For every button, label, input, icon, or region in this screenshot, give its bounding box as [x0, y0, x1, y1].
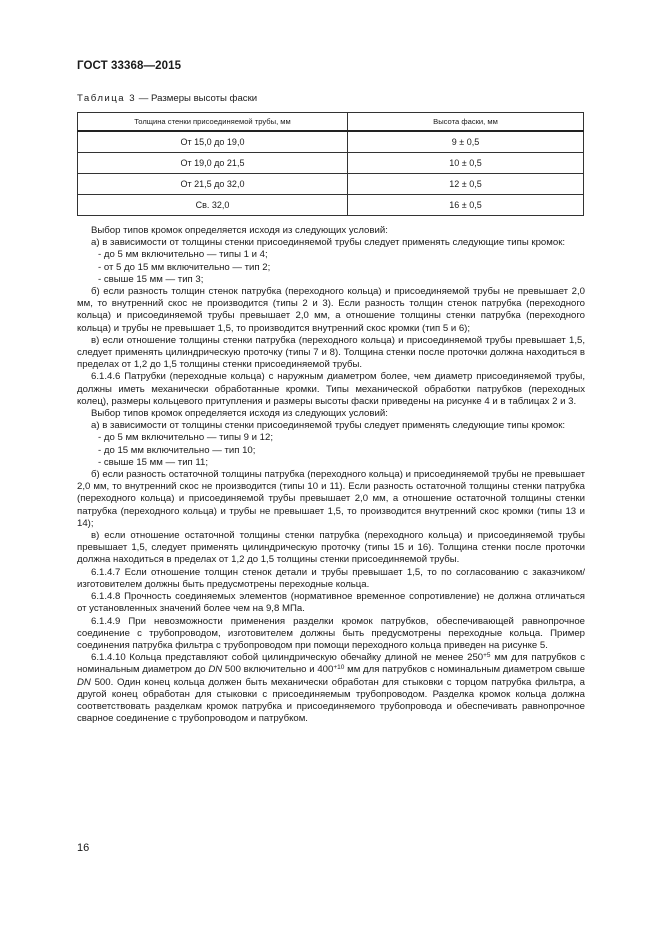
table-caption-label: Таблица 3 — [77, 93, 137, 104]
table-cell: От 19,0 до 21,5 — [78, 153, 348, 174]
page-number: 16 — [77, 842, 90, 854]
paragraph-6-1-4-8: 6.1.4.8 Прочность соединяемых элементов (нормативное временное сопротивление) не должна отличаться от установленных значений более чем на 9,8 МПа. — [77, 591, 585, 615]
table-row — [78, 131, 584, 153]
paragraph: Выбор типов кромок определяется исходя из следующих условий: — [91, 225, 388, 236]
chamfer-height-table — [77, 112, 584, 216]
tolerance-superscript: +10 — [333, 664, 345, 672]
dn-symbol: DN — [77, 676, 91, 688]
paragraph-6-1-4-10: 6.1.4.10 Кольца представляют собой цилиндрическую обечайку длиной не менее $250^{+5}$ мм для патрубков с номинальным диаметром до DN 500 включительно и $400^{+10}$ мм для патрубков с номинальным диаметром свыше DN 500. Один конец кольца должен быть механически обработан для стыковки с торцом патрубка фильтра, а другой конец обработан для стыковки с присоединяемым трубопроводом. Разделка кромок кольца должна соответствовать разделкам кромок патрубка и присоединяемого трубопровода и обеспечивать равнопрочное сварное соединение с трубопроводом и патрубком. — [77, 652, 586, 725]
paragraph: б) если разность толщин стенок патрубка (переходного кольца) и присоединяемой трубы не превышает 2,0 мм, то внутренний скос не производится (типы 2 и 3). Если разность толщин стенок патрубка (переходного кольца) и присоединяемой трубы превышает 2,0 мм, а отношение толщины стенки патрубка (переходного кольца) и трубы не превышает 1,5, то производится внутренний скос кромки (тип 5 и 6); — [77, 286, 585, 334]
paragraph-6-1-4-7: 6.1.4.7 Если отношение толщин стенок детали и трубы превышает 1,5, то по согласованию с заказчиком/изготовителем должны быть предусмотрены переходные кольца. — [77, 566, 585, 590]
paragraph: в) если отношение толщины стенки патрубка (переходного кольца) и присоединяемой трубы превышает 1,5, следует применять цилиндрическую проточку (типы 7 и 8). Толщина стенки после проточки должна находиться в пределах от 1,2 до 1,5 толщины стенки присоединяемой трубы. — [77, 334, 585, 371]
list-item: - свыше 15 мм — тип 3; — [98, 273, 204, 285]
table-caption — [77, 93, 257, 104]
body-text — [77, 225, 585, 725]
list-item: - до 5 мм включительно — типы 9 и 12; — [98, 432, 273, 444]
paragraph: а) в зависимости от толщины стенки присоединяемой трубы следует применять следующие типы кромок: — [91, 237, 566, 249]
table-cell: 16 ± 0,5 — [348, 195, 584, 216]
table-header-row — [78, 113, 584, 132]
list-item: - до 5 мм включительно — типы 1 и 4; — [98, 249, 268, 261]
paragraph: а) в зависимости от толщины стенки присоединяемой трубы следует применять следующие типы кромок: — [91, 420, 566, 432]
paragraph-6-1-4-9: 6.1.4.9 При невозможности применения разделки кромок патрубков, обеспечивающей равнопрочное соединение с трубопроводом, изготовителем должны быть предусмотрены переходные кольца. Пример соединения патрубка фильтра с трубопроводом при помощи переходного кольца приведен на рисунке 5. — [77, 615, 585, 651]
list-item: - свыше 15 мм — тип 11; — [98, 456, 209, 468]
table-caption-title: — Размеры высоты фаски — [136, 93, 258, 104]
table-cell: От 21,5 до 32,0 — [78, 174, 348, 195]
paragraph: б) если разность остаточной толщины патрубка (переходного кольца) и присоединяемой трубы не превышает 2,0 мм, то внутренний скос не производится (типы 10 и 11). Если разность остаточной толщины стенки патрубка (переходного кольца) и присоединяемой трубы превышает 2,0 мм, а отношение остаточной толщины стенки патрубка (переходного кольца) и трубы не превышает 1,5, то производится внутренний скос кромки (типы 13 и 14); — [77, 469, 585, 529]
table-cell: Св. 32,0 — [78, 195, 348, 216]
tolerance-superscript: +5 — [483, 652, 491, 660]
table-row — [78, 195, 584, 216]
column-header-wall-thickness: Толщина стенки присоединяемой трубы, мм — [78, 113, 348, 132]
list-item: - до 15 мм включительно — тип 10; — [98, 444, 256, 456]
table-row — [78, 174, 584, 195]
table-row — [78, 153, 584, 174]
table-cell: 10 ± 0,5 — [348, 153, 584, 174]
paragraph: в) если отношение остаточной толщины стенки патрубка (переходного кольца) и присоединяемой трубы превышает 1,5, следует применять цилиндрическую проточку (типы 15 и 16). Толщина стенки после проточки должна находиться в пределах от 1,2 до 1,5 толщины стенки присоединяемой трубы. — [77, 530, 585, 566]
column-header-chamfer-height: Высота фаски, мм — [348, 113, 584, 132]
table-cell: От 15,0 до 19,0 — [78, 131, 348, 153]
paragraph-6-1-4-6: 6.1.4.6 Патрубки (переходные кольца) с наружным диаметром более, чем диаметр присоединяемой трубы, должны иметь механически обработанные кромки. Типы механической обработки патрубков (переходных колец), размеры кольцевого притупления и размеры высоты фаски приведены на рисунке 4 и в таблицах 2 и 3. — [77, 371, 585, 407]
dn-symbol: DN — [208, 664, 223, 676]
document-header: ГОСТ 33368—2015 — [77, 60, 182, 72]
list-item: - от 5 до 15 мм включительно — тип 2; — [98, 261, 271, 273]
paragraph: Выбор типов кромок определяется исходя из следующих условий: — [91, 408, 388, 420]
table-cell: 9 ± 0,5 — [348, 131, 584, 153]
table-cell: 12 ± 0,5 — [348, 174, 584, 195]
